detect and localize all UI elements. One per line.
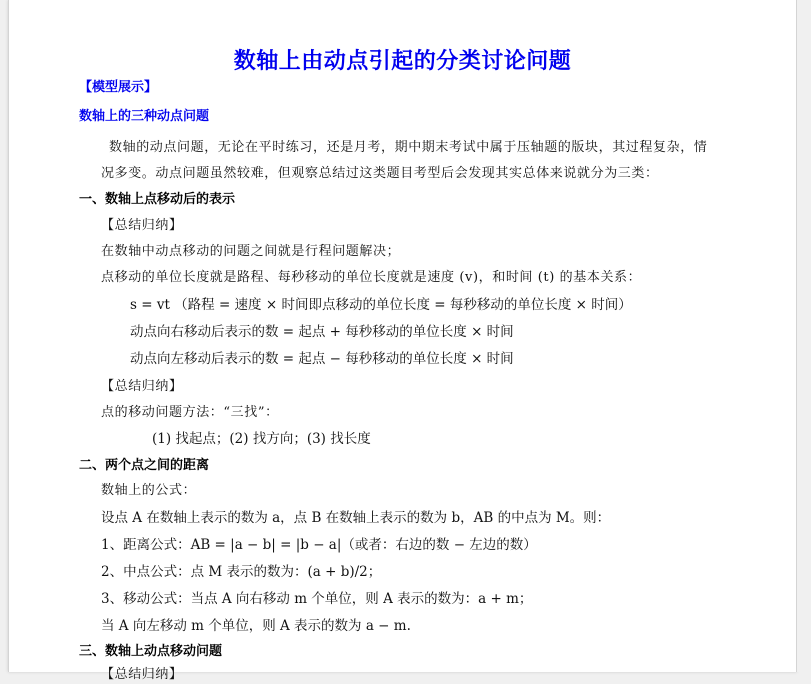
formula-move-left: 动点向左移动后表示的数 = 起点 − 每秒移动的单位长度 × 时间	[130, 351, 514, 367]
section-1-method-steps: (1) 找起点；(2) 找方向；(3) 找长度	[152, 431, 371, 447]
section-2-heading: 二、两个点之间的距离	[79, 458, 210, 473]
three-types-heading: 数轴上的三种动点问题	[79, 109, 210, 124]
formula-s-equals-vt: s = vt （路程 = 速度 × 时间即点移动的单位长度 = 每秒移动的单位长度 × 时间）	[130, 297, 632, 313]
formula-move-right: 动点向右移动后表示的数 = 起点 + 每秒移动的单位长度 × 时间	[130, 324, 514, 340]
midpoint-formula: 2、中点公式：点 M 表示的数为：(a + b)/2；	[101, 564, 382, 580]
section-1-line-2: 点移动的单位长度就是路程、每秒移动的单位长度就是速度 (v)，和时间 (t) 的基本关系：	[101, 270, 642, 285]
viewer-scrollbar[interactable]	[797, 0, 811, 672]
section-2-formula-label: 数轴上的公式：	[101, 483, 197, 498]
section-2-setup: 设点 A 在数轴上表示的数为 a，点 B 在数轴上表示的数为 b，AB 的中点为 M。则：	[101, 510, 611, 526]
move-left-formula: 当 A 向左移动 m 个单位，则 A 表示的数为 a − m.	[101, 618, 411, 634]
intro-paragraph-line-1: 数轴的动点问题，无论在平时练习，还是月考，期中期末考试中属于压轴题的版块，其过程复杂，情	[109, 140, 708, 155]
section-3-heading: 三、数轴上动点移动问题	[79, 644, 223, 659]
section-1-summary-label-2: 【总结归纳】	[101, 379, 183, 394]
section-1-summary-label: 【总结归纳】	[101, 218, 183, 233]
document-page	[8, 0, 797, 682]
section-3-summary-label: 【总结归纳】	[101, 667, 183, 682]
intro-paragraph-line-2: 况多变。动点问题虽然较难，但观察总结过这类题目考型后会发现其实总体来说就分为三类：	[101, 166, 659, 181]
section-1-line-1: 在数轴中动点移动的问题之间就是行程问题解决；	[101, 244, 401, 259]
distance-formula: 1、距离公式：AB = |a − b| = |b − a|（或者：右边的数 − 左边的数）	[101, 537, 537, 553]
page-title: 数轴上由动点引起的分类讨论问题	[233, 49, 572, 74]
move-right-formula: 3、移动公式：当点 A 向右移动 m 个单位，则 A 表示的数为：a + m；	[101, 591, 533, 607]
model-display-label: 【模型展示】	[79, 80, 158, 95]
section-1-heading: 一、数轴上点移动后的表示	[79, 192, 236, 207]
section-1-method-line: 点的移动问题方法：“三找”：	[101, 405, 279, 420]
